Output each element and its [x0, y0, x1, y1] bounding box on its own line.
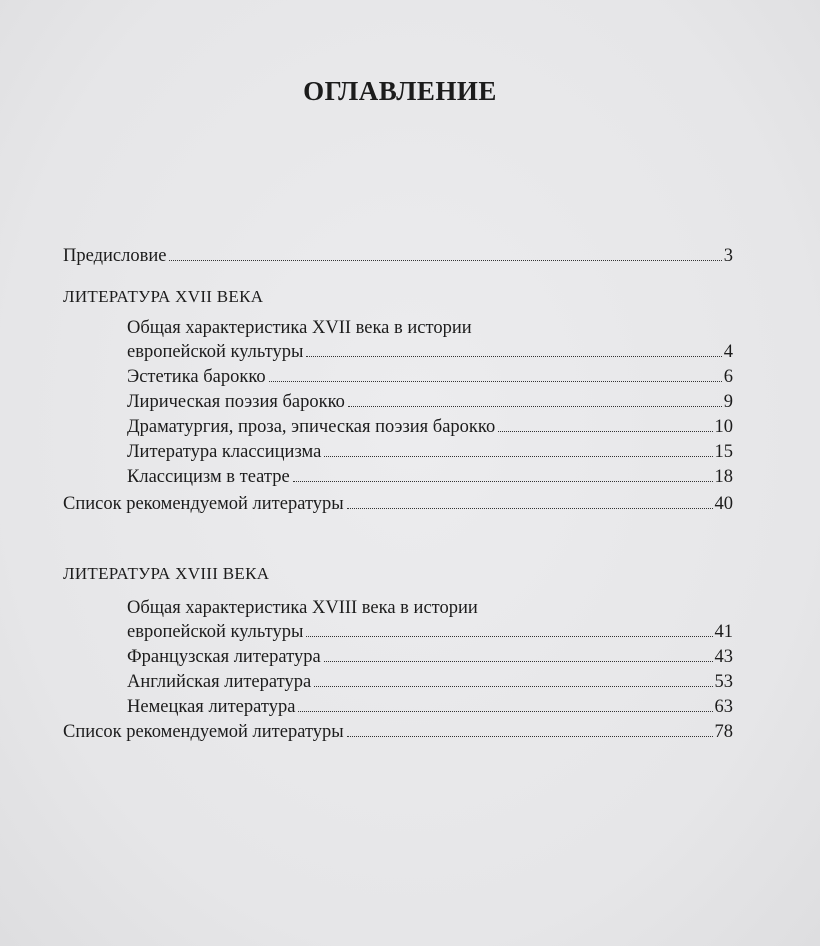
- toc-entry-page: 9: [723, 392, 733, 412]
- toc-entry-page: 41: [714, 622, 733, 642]
- toc-entry-page: 40: [714, 494, 733, 514]
- dot-leader: [169, 259, 721, 261]
- dot-leader: [347, 735, 713, 737]
- toc-entry-page: 43: [714, 647, 733, 667]
- toc-entry-page: 4: [723, 342, 733, 362]
- toc-entry-label: Предисловие: [63, 246, 167, 266]
- toc-entry-page: 6: [723, 367, 733, 387]
- toc-entry: [127, 695, 733, 719]
- toc-entry-page: 53: [714, 672, 733, 692]
- dot-leader: [324, 660, 713, 662]
- toc-entry-page: 10: [714, 417, 733, 437]
- toc-entry-preface: [63, 244, 733, 268]
- toc-entry: [127, 415, 733, 439]
- toc-entry-label: Литература классицизма: [127, 442, 322, 462]
- dot-leader: [298, 710, 712, 712]
- section-heading-17th-century: ЛИТЕРАТУРА XVII ВЕКА: [63, 287, 264, 306]
- dot-leader: [498, 430, 712, 432]
- toc-entry-bibliography: [63, 492, 733, 516]
- toc-entry-label: Лирическая поэзия барокко: [127, 392, 345, 412]
- dot-leader: [314, 685, 712, 687]
- toc-entry-label: Эстетика барокко: [127, 367, 266, 387]
- toc-entry-page: 18: [714, 467, 733, 487]
- toc-entry-label: Список рекомендуемой литературы: [63, 494, 344, 514]
- toc-entry-page: 3: [723, 246, 733, 266]
- section-heading-18th-century: ЛИТЕРАТУРА XVIII ВЕКА: [63, 564, 270, 583]
- dot-leader: [269, 380, 722, 382]
- toc-entry: [127, 645, 733, 669]
- dot-leader: [306, 635, 712, 637]
- dot-leader: [293, 480, 713, 482]
- toc-entry-bibliography: [63, 720, 733, 744]
- toc-entry-label: европейской культуры: [127, 342, 304, 362]
- toc-entry-label: Классицизм в театре: [127, 467, 290, 487]
- toc-entry-label: Немецкая литература: [127, 697, 296, 717]
- toc-entry-label: Драматургия, проза, эпическая поэзия барокко: [127, 417, 496, 437]
- toc-entry-page: 78: [714, 722, 733, 742]
- toc-entry: [127, 465, 733, 489]
- page-title: ОГЛАВЛЕНИЕ: [303, 76, 497, 106]
- toc-entry-label-line1: Общая характеристика XVIII века в истории: [127, 598, 478, 618]
- toc-entry: [127, 440, 733, 464]
- toc-entry-label-line1: Общая характеристика XVII века в истории: [127, 318, 472, 338]
- dot-leader: [348, 405, 722, 407]
- toc-entry-page: 15: [714, 442, 733, 462]
- toc-entry: [127, 670, 733, 694]
- dot-leader: [306, 355, 721, 357]
- toc-entry-label: Список рекомендуемой литературы: [63, 722, 344, 742]
- toc-entry-label: европейской культуры: [127, 622, 304, 642]
- toc-entry-label: Английская литература: [127, 672, 312, 692]
- toc-entry: [127, 620, 733, 644]
- toc-entry: [127, 365, 733, 389]
- toc-entry: [127, 340, 733, 364]
- dot-leader: [347, 507, 713, 509]
- toc-entry-label: Французская литература: [127, 647, 321, 667]
- toc-entry-page: 63: [714, 697, 733, 717]
- toc-entry: [127, 390, 733, 414]
- dot-leader: [324, 455, 712, 457]
